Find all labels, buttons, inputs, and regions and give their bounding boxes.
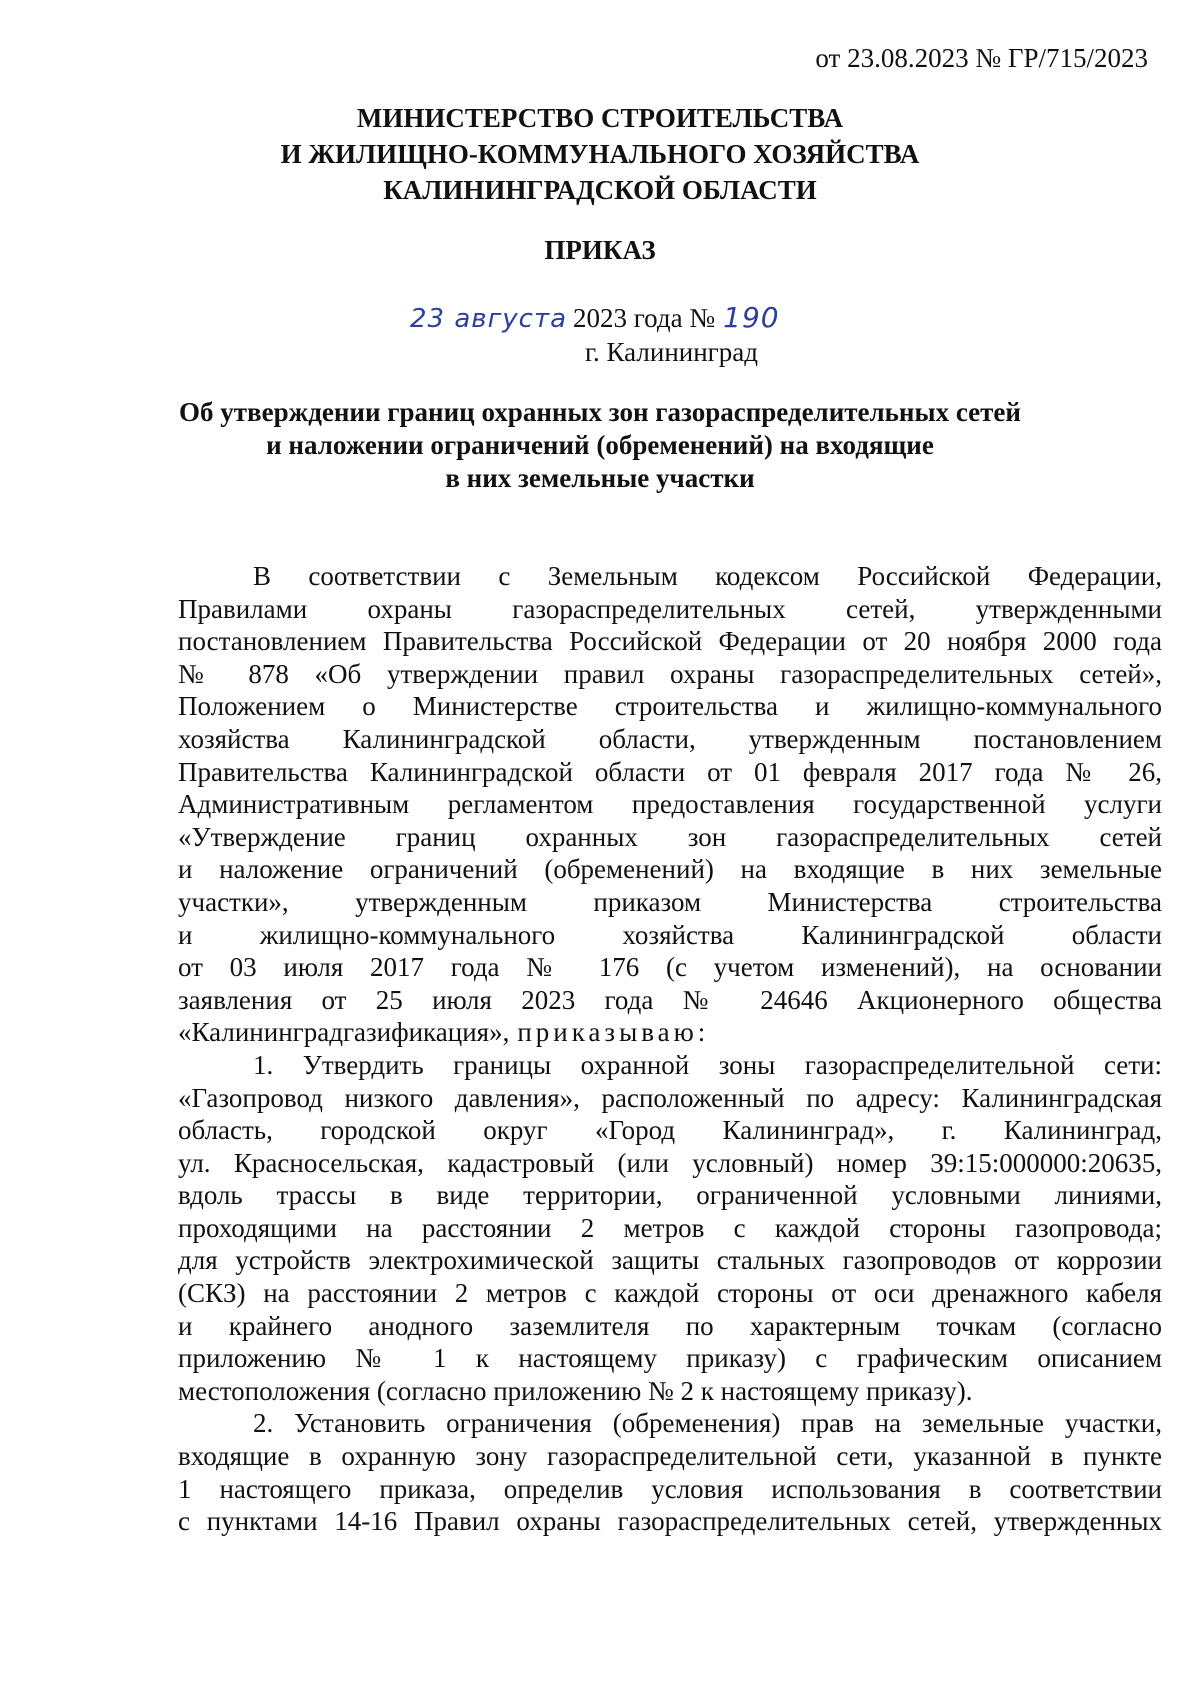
ministry-title xyxy=(0,100,1200,208)
order-date-line xyxy=(410,300,780,337)
text-line: 1. Утвердить границы охранной зоны газораспределительной сети: xyxy=(253,1049,1162,1080)
text-line: участки», утвержденным приказом Министерства строительства xyxy=(178,886,1162,917)
text-line: Административным регламентом предоставления государственной услуги xyxy=(178,789,1162,820)
text-line: «Утверждение границ охранных зон газораспределительных сетей xyxy=(178,821,1162,852)
text-line: (СКЗ) на расстоянии 2 метров с каждой стороны от оси дренажного кабеля xyxy=(178,1278,1162,1309)
text-line: Положением о Министерстве строительства и жилищно-коммунального xyxy=(178,691,1162,722)
text-line: № 878 «Об утверждении правил охраны газораспределительных сетей», xyxy=(178,658,1162,689)
order-body xyxy=(178,560,1162,1538)
text-line: и крайнего анодного заземлителя по характерным точкам (согласно xyxy=(178,1310,1162,1341)
ministry-title-line: КАЛИНИНГРАДСКОЙ ОБЛАСТИ xyxy=(383,175,817,205)
preamble-paragraph xyxy=(178,560,1162,1049)
text-line: местоположения (согласно приложению № 2 к настоящему приказу). xyxy=(178,1375,973,1406)
handwritten-date: 23 августа xyxy=(410,304,568,334)
subject-line: и наложении ограничений (обременений) на входящие xyxy=(266,430,934,460)
text-line: и жилищно-коммунального хозяйства Калининградской области xyxy=(178,919,1162,950)
text-line: Правилами охраны газораспределительных сетей, утвержденными xyxy=(178,593,1162,624)
registration-number: от 23.08.2023 № ГР/715/2023 xyxy=(815,43,1148,73)
text-line: 2. Установить ограничения (обременения) прав на земельные участки, xyxy=(253,1408,1162,1439)
subject-line: в них земельные участки xyxy=(445,463,755,493)
document-type: ПРИКАЗ xyxy=(544,235,656,265)
text-line: с пунктами 14-16 Правил охраны газораспределительных сетей, утвержденных xyxy=(178,1506,1162,1537)
clause-2-paragraph xyxy=(178,1407,1162,1537)
text-line: заявления от 25 июля 2023 года № 24646 Акционерного общества xyxy=(178,984,1162,1015)
text-line: вдоль трассы в виде территории, ограниченной условными линиями, xyxy=(178,1180,1162,1211)
handwritten-order-number: 190 xyxy=(723,301,780,334)
clause-1-paragraph xyxy=(178,1049,1162,1408)
text-line: 1 настоящего приказа, определив условия использования в соответствии xyxy=(178,1473,1162,1504)
ministry-title-line: И ЖИЛИЩНО-КОММУНАЛЬНОГО ХОЗЯЙСТВА xyxy=(280,139,920,169)
order-subject xyxy=(0,396,1200,495)
subject-line: Об утверждении границ охранных зон газораспределительных сетей xyxy=(179,397,1021,427)
text-line: хозяйства Калининградской области, утвержденным постановлением xyxy=(178,723,1162,754)
text-line: проходящими на расстоянии 2 метров с каждой стороны газопровода; xyxy=(178,1212,1162,1243)
text-line: область, городской округ «Город Калининград», г. Калининград, xyxy=(178,1115,1162,1146)
text-line xyxy=(178,1016,1162,1049)
text-line: В соответствии с Земельным кодексом Российской Федерации, xyxy=(253,561,1162,591)
text-line: от 03 июля 2017 года № 176 (с учетом изменений), на основании xyxy=(178,952,1162,983)
city: г. Калининград xyxy=(585,337,758,367)
text-line: Правительства Калининградской области от 01 февраля 2017 года № 26, xyxy=(178,756,1162,787)
text-line: «Газопровод низкого давления», расположенный по адресу: Калининградская xyxy=(178,1082,1162,1113)
text-line: и наложение ограничений (обременений) на входящие в них земельные xyxy=(178,854,1162,885)
text-line: ул. Красносельская, кадастровый (или условный) номер 39:15:000000:20635, xyxy=(178,1147,1162,1178)
organization-name: «Калининградгазификация», xyxy=(178,1017,510,1048)
text-line: входящие в охранную зону газораспределительной сети, указанной в пункте xyxy=(178,1441,1162,1472)
text-line: приложению № 1 к настоящему приказу) с графическим описанием xyxy=(178,1343,1162,1374)
text-line: постановлением Правительства Российской Федерации от 20 ноября 2000 года xyxy=(178,626,1162,657)
text-line: для устройств электрохимической защиты стальных газопроводов от коррозии xyxy=(178,1245,1162,1276)
date-year-text: 2023 года № xyxy=(573,303,716,333)
order-directive-word: приказываю: xyxy=(517,1017,710,1048)
ministry-title-line: МИНИСТЕРСТВО СТРОИТЕЛЬСТВА xyxy=(356,103,844,133)
